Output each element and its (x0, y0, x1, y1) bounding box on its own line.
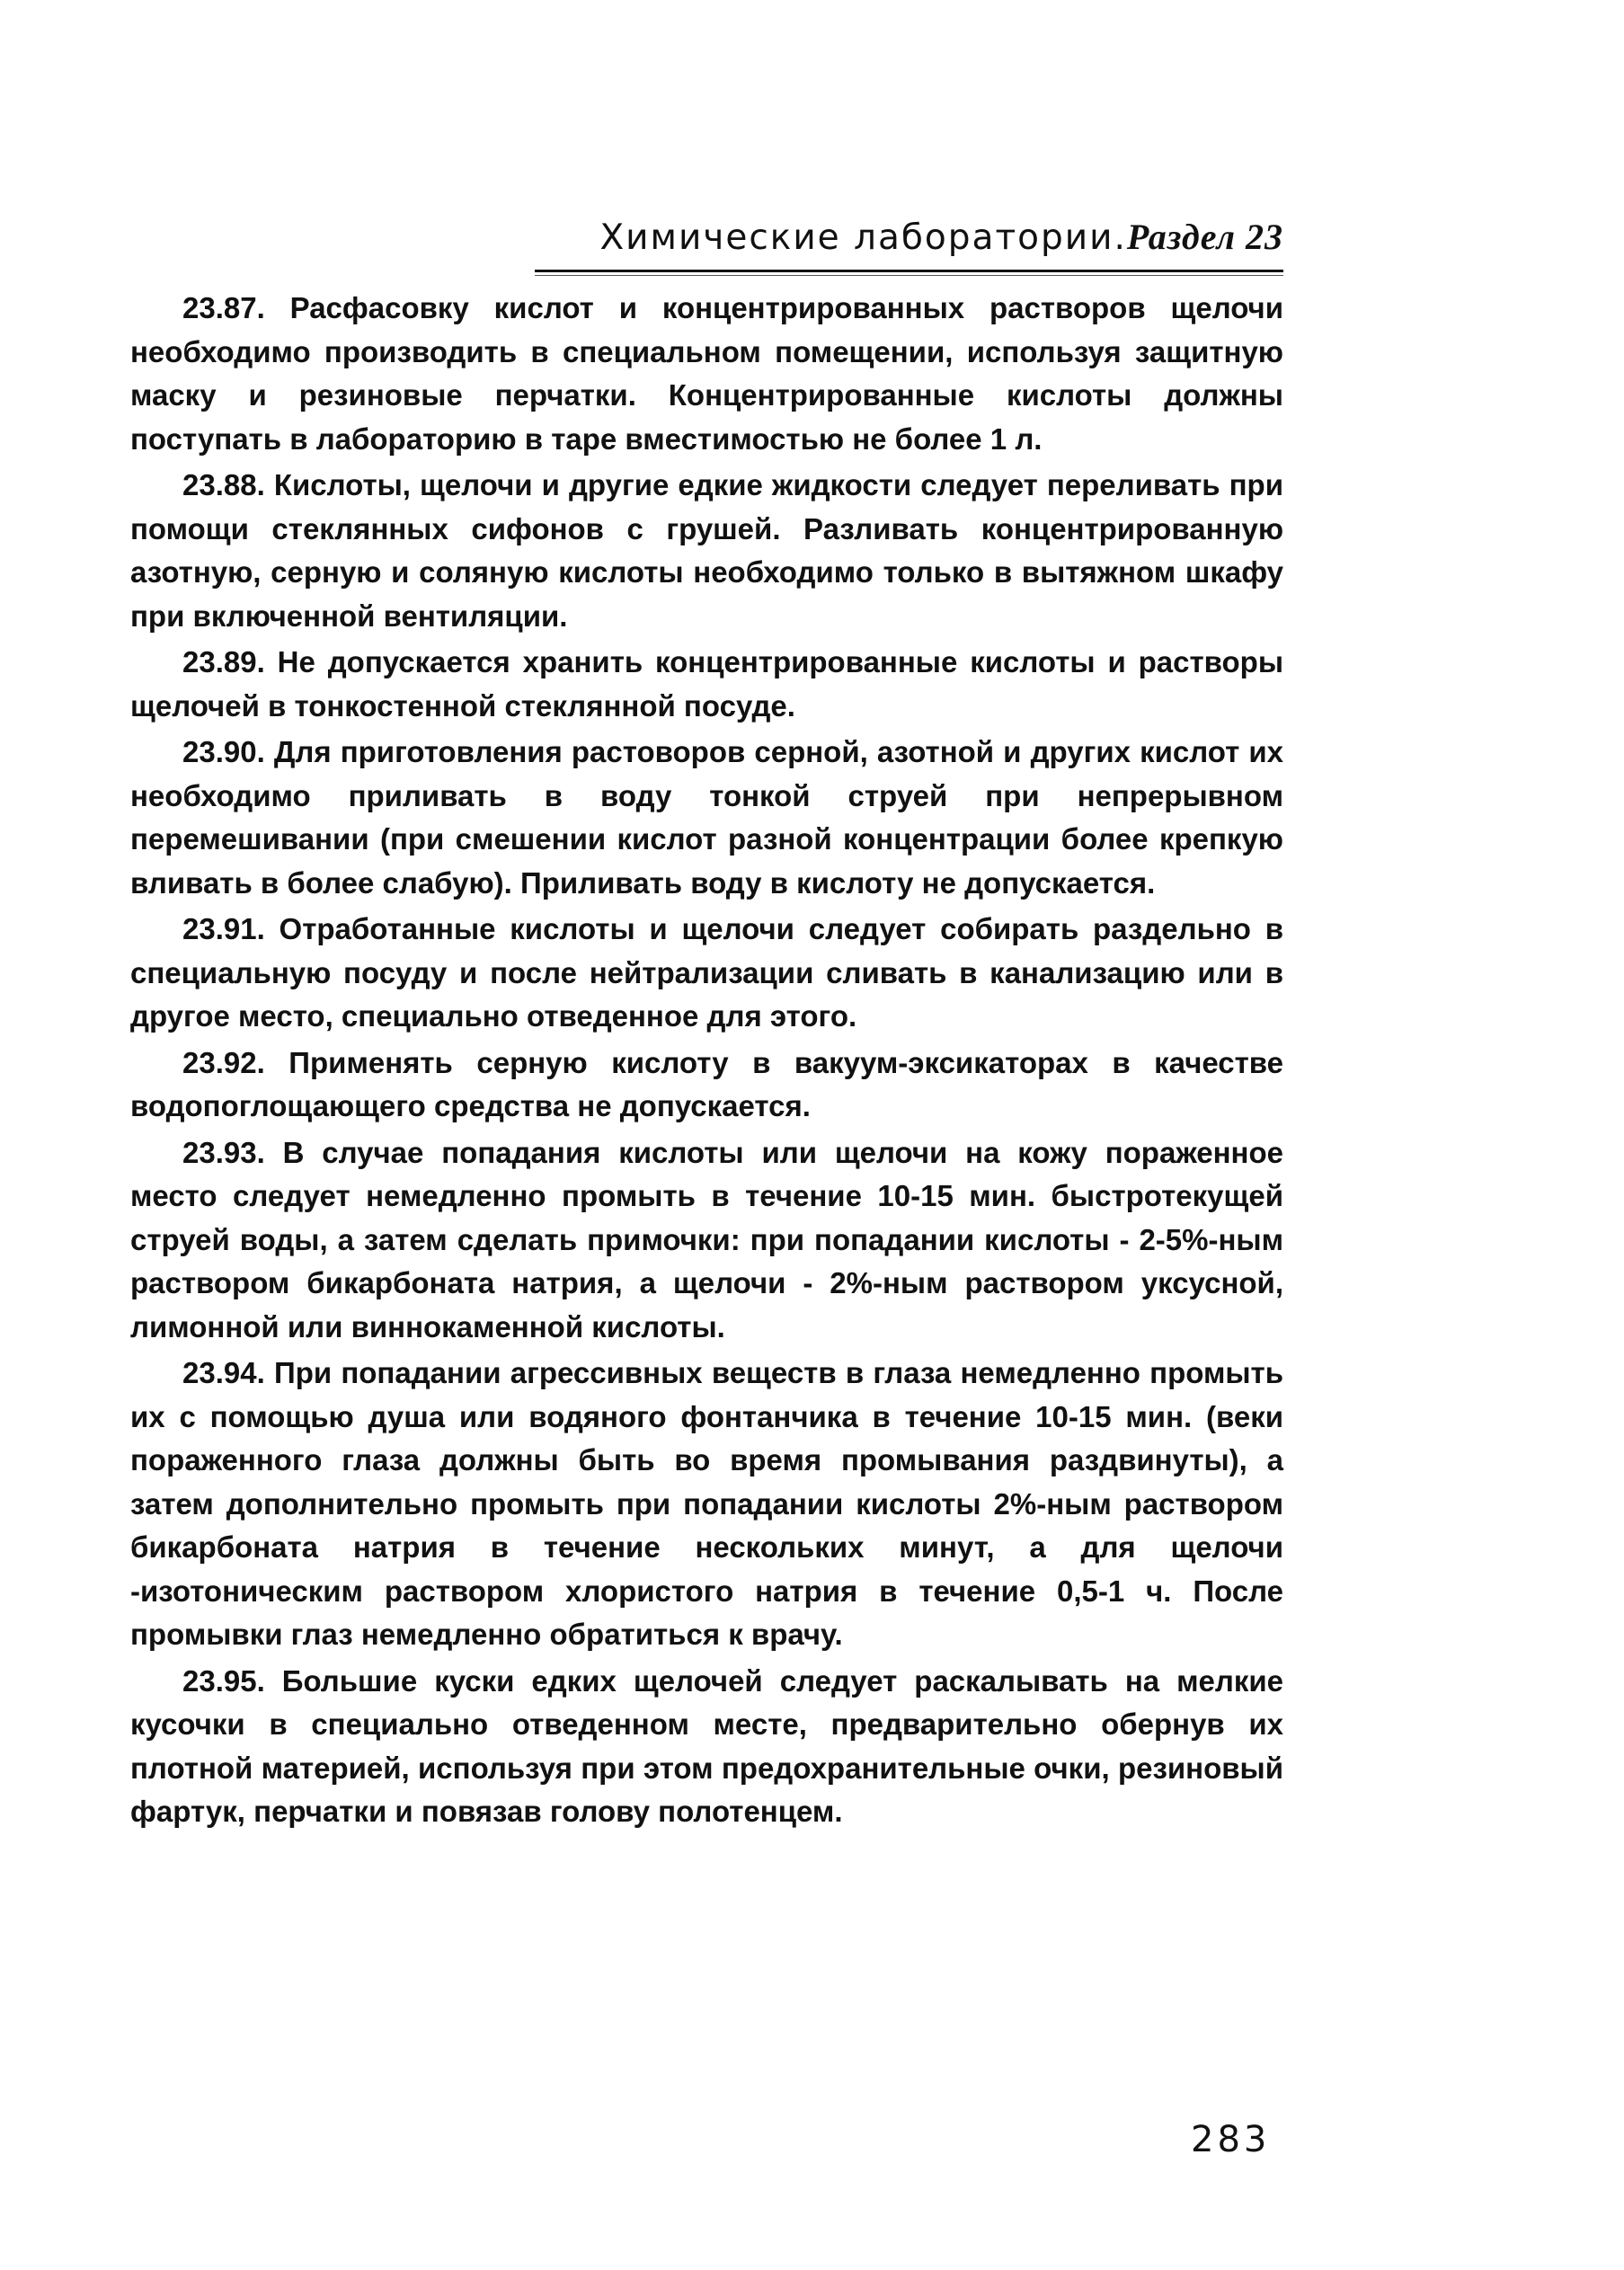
paragraph-text: Большие куски едких щелочей следует раскалывать на мелкие кусочки в специально отведенном месте, предварительно обернув их плотной материей, используя при этом предохранительные очки, резиновый фартук, перчатки и повязав голову полотенцем. (130, 1663, 1283, 1828)
header-title: Химические лаборатории. (599, 217, 1127, 258)
paragraph-23-92 (130, 1042, 1283, 1129)
running-header (130, 216, 1283, 268)
paragraph-number: 23.93. (182, 1135, 265, 1169)
paragraph-23-88 (130, 464, 1283, 638)
paragraph-number: 23.94. (182, 1356, 265, 1389)
paragraph-23-90 (130, 731, 1283, 905)
paragraph-text: Не допускается хранить концентрированные кислоты и растворы щелочей в тонкостенной стеклянной посуде. (130, 645, 1284, 723)
paragraph-23-89 (130, 641, 1283, 728)
paragraph-number: 23.95. (182, 1663, 265, 1698)
header-rule (535, 270, 1283, 272)
paragraph-23-94 (130, 1352, 1283, 1657)
paragraph-text: Для приготовления растоворов серной, азотной и других кислот их необходимо приливать в воду тонкой струей при непрерывном перемешивании (при смешении кислот разной концентрации более крепкую вливать в более слабую). Приливать воду в кислоту не допускается. (130, 735, 1284, 900)
header-section: Раздел 23 (1126, 217, 1283, 257)
paragraph-text: Расфасовку кислот и концентрированных растворов щелочи необходимо производить в специальном помещении, используя защитную маску и резиновые перчатки. Концентрированные кислоты должны поступать в лабораторию в таре вместимостью не более 1 л. (130, 291, 1283, 456)
paragraph-text: При попадании агрессивных веществ в глаза немедленно промыть их с помощью душа или водяного фонтанчика в течение 10-15 мин. (веки пораженного глаза должны быть во время промывания раздвинуты), а затем дополнительно промыть при попадании кислоты 2%-ным раствором бикарбоната натрия в течение нескольких минут, а для щелочи -изотоническим раствором хлористого натрия в течение 0,5-1 ч. После промывки глаз немедленно обратиться к врачу. (130, 1356, 1284, 1651)
paragraph-number: 23.87. (182, 291, 265, 324)
paragraph-text: Отработанные кислоты и щелочи следует собирать раздельно в специальную посуду и после нейтрализации сливать в канализацию или в другое место, специально отведенное для этого. (130, 912, 1284, 1033)
page-number: 283 (1191, 2119, 1271, 2160)
paragraph-number: 23.88. (182, 468, 265, 501)
paragraph-23-91 (130, 908, 1283, 1039)
paragraph-number: 23.89. (182, 645, 265, 678)
paragraph-23-93 (130, 1131, 1283, 1350)
paragraph-text: Кислоты, щелочи и другие едкие жидкости следует переливать при помощи стеклянных сифонов с грушей. Разливать концентрированную азотную, серную и соляную кислоты необходимо только в вытяжном шкафу при включенной вентиляции. (130, 468, 1283, 633)
paragraph-23-87 (130, 287, 1283, 461)
paragraph-number: 23.92. (182, 1045, 265, 1079)
page-content (130, 216, 1283, 1837)
body-text (130, 287, 1283, 1834)
paragraph-23-95 (130, 1660, 1283, 1834)
header-rule-thin (535, 275, 1283, 276)
paragraph-number: 23.91. (182, 912, 265, 945)
paragraph-text: Применять серную кислоту в вакуум-эксикаторах в качестве водопоглощающего средства не допускается. (130, 1045, 1284, 1122)
paragraph-text: В случае попадания кислоты или щелочи на кожу пораженное место следует немедленно промыть в течение 10-15 мин. быстротекущей струей воды, а затем сделать примочки: при попадании кислоты - 2-5%-ным раствором бикарбоната натрия, а щелочи - 2%-ным раствором уксусной, лимонной или виннокаменной кислоты. (130, 1135, 1284, 1343)
paragraph-number: 23.90. (182, 735, 265, 768)
